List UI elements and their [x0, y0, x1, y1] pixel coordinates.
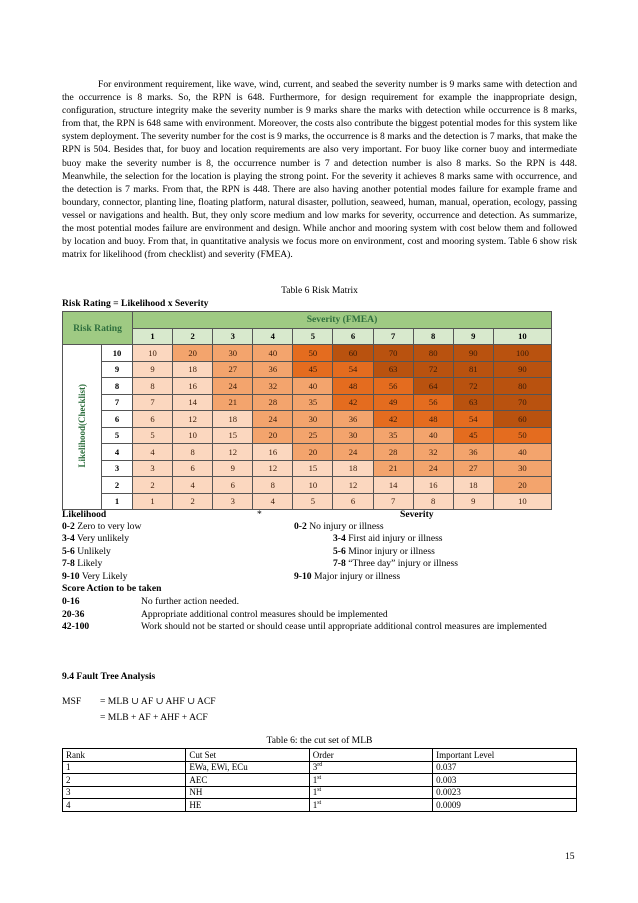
score-action-desc: Work should not be started or should cease until appropriate additional control measures are implemented	[141, 621, 547, 632]
risk-cell: 20	[253, 427, 293, 444]
likelihood-range: 9-10	[62, 570, 80, 582]
risk-cell: 6	[333, 493, 373, 510]
risk-cell: 16	[173, 378, 213, 395]
risk-cell: 72	[413, 361, 453, 378]
likelihood-row-label: 9	[102, 361, 133, 378]
likelihood-legend-item	[62, 521, 141, 533]
score-range: 0-16	[62, 596, 80, 607]
risk-cell: 80	[413, 345, 453, 362]
risk-cell: 12	[333, 477, 373, 494]
cut-set-row	[63, 786, 577, 799]
risk-cell: 2	[173, 493, 213, 510]
cut-set-header-row	[63, 749, 577, 762]
severity-column-10: 10	[493, 328, 551, 345]
cut-set-header-cell: Cut Set	[186, 749, 309, 762]
risk-cell: 10	[173, 427, 213, 444]
risk-cell: 70	[373, 345, 413, 362]
severity-range: 9-10	[294, 570, 312, 582]
risk-matrix-row	[63, 361, 552, 378]
risk-cell: 2	[133, 477, 173, 494]
risk-cell: 42	[333, 394, 373, 411]
severity-fmea-label: Severity (FMEA)	[306, 314, 378, 326]
risk-cell: 20	[173, 345, 213, 362]
cut-order	[309, 799, 432, 812]
cut-set-row	[63, 799, 577, 812]
severity-range: 7-8	[333, 558, 346, 570]
risk-cell: 9	[453, 493, 493, 510]
risk-cell: 32	[413, 444, 453, 461]
risk-cell: 5	[133, 427, 173, 444]
risk-cell: 100	[493, 345, 551, 362]
likelihood-range: 3-4	[62, 533, 75, 545]
risk-cell: 10	[493, 493, 551, 510]
risk-matrix-table	[62, 311, 552, 510]
page-number: 15	[565, 851, 575, 862]
risk-cell: 81	[453, 361, 493, 378]
likelihood-range: 5-6	[62, 545, 75, 557]
risk-matrix-row	[63, 411, 552, 428]
body-paragraph: For environment requirement, like wave, wind, current, and seabed the severity number is 9 marks same with detection and the occurrence is 8 marks. So, the RPN is 648. Furthermore, for design requirement for example the inappropriate design, configuration, structure integrity make the severity number is 9 marks share the marks with detection while occurrence is 8 marks, from that, the RPN is 648 same with environment. Moreover, the costs also contribute the biggest potential modes for this system like system deployment. The severity number for the cost is 9 marks, the occurrence is 8 marks and the detection is 7 marks, that make the RPN is 504. Besides that, for buoy and location requirements are also very important. For buoy like corner buoy and intermediate buoy make the severity number is 8, the occurrence number is 7 and detection number is also 8 marks. So the RPN is 448. Meanwhile, the selection for the location is playing the strong point. For the severity it achieves 8 marks same with occurrence, and the detection is 7 marks. From that, the RPN is 448. There are also having another potential modes failure for example frame and boundary, connector, planting line, floating platform, natural disaster, pollution, seaweed, human, manual, operation, ecology, passing vessel or navigations and health. But, they only score medium and low marks for severity, occurrence and detection. As summarize, the most potential modes failure are environment and design. While anchor and mooring system with cost below them and followed by location and buoy. From that, in quantitative analysis we focus more on environment, cost and mooring system. Table 6 show risk matrix for likelihood (from checklist) and severity (FMEA).	[62, 79, 577, 261]
risk-cell: 90	[493, 361, 551, 378]
risk-cell: 35	[373, 427, 413, 444]
cut-rank: 4	[63, 799, 186, 812]
risk-cell: 8	[253, 477, 293, 494]
likelihood-row-label: 4	[102, 444, 133, 461]
risk-cell: 63	[453, 394, 493, 411]
cut-order-number: 1	[312, 774, 318, 785]
severity-column-6: 6	[333, 328, 373, 345]
severity-legend-item	[294, 521, 384, 533]
risk-cell: 90	[453, 345, 493, 362]
likelihood-row-label: 8	[102, 378, 133, 395]
likelihood-range: 7-8	[62, 558, 75, 570]
severity-column-4: 4	[253, 328, 293, 345]
risk-rating-label: Risk Rating	[73, 322, 122, 334]
risk-cell: 4	[133, 444, 173, 461]
risk-cell: 27	[213, 361, 253, 378]
cut-rank: 1	[63, 761, 186, 774]
cut-important-level: 0.0023	[433, 786, 577, 799]
risk-matrix-body	[63, 345, 552, 510]
risk-cell: 10	[293, 477, 333, 494]
severity-header	[133, 312, 552, 329]
likelihood-axis-label: Likelihood(Checklist)	[77, 384, 87, 468]
risk-cell: 24	[333, 444, 373, 461]
risk-cell: 54	[453, 411, 493, 428]
risk-cell: 36	[333, 411, 373, 428]
risk-cell: 21	[373, 460, 413, 477]
risk-cell: 8	[173, 444, 213, 461]
risk-cell: 50	[293, 345, 333, 362]
cut-set-table	[62, 748, 577, 812]
risk-cell: 30	[213, 345, 253, 362]
cut-important-level: 0.003	[433, 774, 577, 787]
risk-cell: 30	[333, 427, 373, 444]
risk-cell: 6	[173, 460, 213, 477]
risk-matrix-caption: Table 6 Risk Matrix	[281, 285, 358, 296]
risk-cell: 60	[333, 345, 373, 362]
risk-cell: 64	[413, 378, 453, 395]
likelihood-legend-item	[62, 533, 129, 545]
risk-cell: 35	[293, 394, 333, 411]
cut-order	[309, 786, 432, 799]
risk-cell: 7	[373, 493, 413, 510]
likelihood-row-label: 10	[102, 345, 133, 362]
risk-cell: 14	[173, 394, 213, 411]
risk-matrix-row	[63, 460, 552, 477]
likelihood-range: 0-2	[62, 521, 75, 532]
cut-set-value: HE	[186, 799, 309, 812]
risk-cell: 45	[453, 427, 493, 444]
severity-column-8: 8	[413, 328, 453, 345]
msf-equation-union: = MLB ∪ AF ∪ AHF ∪ ACF	[100, 696, 216, 707]
cut-set-value: NH	[186, 786, 309, 799]
risk-cell: 15	[213, 427, 253, 444]
cut-order-suffix: rd	[317, 762, 323, 769]
cut-set-value: AEC	[186, 774, 309, 787]
risk-matrix-row	[63, 477, 552, 494]
risk-cell: 3	[133, 460, 173, 477]
risk-cell: 28	[373, 444, 413, 461]
cut-set-row	[63, 774, 577, 787]
risk-cell: 18	[173, 361, 213, 378]
score-action-title: Score Action to be taken	[62, 583, 162, 594]
cut-rank: 3	[63, 786, 186, 799]
cut-set-header-cell: Rank	[63, 749, 186, 762]
severity-column-2: 2	[173, 328, 213, 345]
cut-order-number: 3	[312, 762, 318, 773]
risk-matrix-row	[63, 378, 552, 395]
risk-cell: 50	[493, 427, 551, 444]
risk-cell: 18	[333, 460, 373, 477]
risk-cell: 36	[253, 361, 293, 378]
risk-cell: 5	[293, 493, 333, 510]
risk-cell: 9	[133, 361, 173, 378]
likelihood-legend-item	[62, 558, 102, 570]
risk-cell: 8	[133, 378, 173, 395]
risk-matrix-row	[63, 493, 552, 510]
score-range: 20-36	[62, 608, 85, 620]
cut-important-level: 0.037	[433, 761, 577, 774]
severity-column-1: 1	[133, 328, 173, 345]
severity-column-9: 9	[453, 328, 493, 345]
risk-cell: 56	[373, 378, 413, 395]
severity-range: 5-6	[333, 545, 346, 557]
risk-rating-corner	[63, 312, 133, 345]
msf-equation-sum: = MLB + AF + AHF + ACF	[100, 712, 208, 723]
severity-legend-item	[333, 546, 435, 558]
risk-cell: 21	[213, 394, 253, 411]
cut-set-header-cell: Order	[309, 749, 432, 762]
cut-set-caption: Table 6: the cut set of MLB	[266, 735, 373, 746]
severity-legend-title: Severity	[400, 509, 434, 520]
cut-order-suffix: st	[317, 799, 322, 806]
likelihood-row-label: 5	[102, 427, 133, 444]
risk-cell: 24	[213, 378, 253, 395]
risk-cell: 32	[253, 378, 293, 395]
risk-cell: 20	[293, 444, 333, 461]
risk-cell: 3	[213, 493, 253, 510]
risk-cell: 63	[373, 361, 413, 378]
risk-cell: 6	[213, 477, 253, 494]
likelihood-row-label: 3	[102, 460, 133, 477]
score-range: 42-100	[62, 621, 90, 632]
severity-column-5: 5	[293, 328, 333, 345]
likelihood-row-label: 6	[102, 411, 133, 428]
risk-cell: 27	[453, 460, 493, 477]
risk-cell: 80	[493, 378, 551, 395]
severity-column-3: 3	[213, 328, 253, 345]
likelihood-axis	[63, 345, 102, 510]
risk-cell: 4	[173, 477, 213, 494]
risk-cell: 40	[253, 345, 293, 362]
risk-cell: 18	[213, 411, 253, 428]
likelihood-legend-item	[62, 571, 127, 583]
risk-cell: 1	[133, 493, 173, 510]
score-action-desc: Appropriate additional control measures should be implemented	[141, 608, 388, 620]
section-heading-fault-tree: 9.4 Fault Tree Analysis	[62, 671, 156, 682]
risk-cell: 24	[413, 460, 453, 477]
likelihood-row-label: 7	[102, 394, 133, 411]
risk-cell: 54	[333, 361, 373, 378]
severity-column-7: 7	[373, 328, 413, 345]
risk-matrix-row	[63, 394, 552, 411]
risk-cell: 7	[133, 394, 173, 411]
severity-desc: “Three day” injury or illness	[348, 558, 458, 570]
risk-matrix-row	[63, 444, 552, 461]
severity-legend-item	[333, 533, 443, 545]
severity-desc: First aid injury or illness	[348, 533, 443, 545]
cut-order-suffix: st	[317, 787, 322, 794]
severity-column-header-row	[63, 328, 552, 345]
severity-desc: Minor injury or illness	[348, 545, 435, 557]
risk-rating-formula: Risk Rating = Likelihood x Severity	[62, 298, 209, 309]
risk-cell: 12	[173, 411, 213, 428]
severity-range: 3-4	[333, 533, 346, 545]
cut-set-header-cell: Important Level	[433, 749, 577, 762]
risk-cell: 6	[133, 411, 173, 428]
risk-matrix-row	[63, 345, 552, 362]
risk-cell: 40	[493, 444, 551, 461]
risk-cell: 40	[293, 378, 333, 395]
risk-cell: 56	[413, 394, 453, 411]
severity-legend-item	[333, 558, 458, 570]
risk-cell: 42	[373, 411, 413, 428]
risk-cell: 16	[253, 444, 293, 461]
cut-set-table-body	[63, 749, 577, 812]
cut-order-number: 1	[312, 787, 318, 798]
risk-cell: 16	[413, 477, 453, 494]
severity-desc: Major injury or illness	[314, 570, 401, 582]
cut-rank: 2	[63, 774, 186, 787]
legend-star: *	[257, 509, 262, 520]
risk-cell: 45	[293, 361, 333, 378]
severity-range: 0-2	[294, 521, 307, 532]
risk-cell: 72	[453, 378, 493, 395]
cut-set-row	[63, 761, 577, 774]
risk-cell: 30	[493, 460, 551, 477]
likelihood-desc: Unlikely	[77, 545, 111, 557]
likelihood-legend-title: Likelihood	[62, 509, 107, 520]
risk-cell: 70	[493, 394, 551, 411]
risk-cell: 40	[413, 427, 453, 444]
cut-order	[309, 774, 432, 787]
risk-cell: 20	[493, 477, 551, 494]
risk-cell: 48	[413, 411, 453, 428]
likelihood-desc: Zero to very low	[77, 521, 142, 532]
likelihood-legend-item	[62, 546, 111, 558]
risk-cell: 24	[253, 411, 293, 428]
risk-cell: 36	[453, 444, 493, 461]
risk-matrix-row	[63, 427, 552, 444]
risk-cell: 8	[413, 493, 453, 510]
cut-order-suffix: st	[317, 774, 322, 781]
risk-cell: 60	[493, 411, 551, 428]
cut-order-number: 1	[312, 799, 318, 810]
risk-cell: 18	[453, 477, 493, 494]
likelihood-desc: Very unlikely	[77, 533, 129, 545]
severity-legend-item	[294, 571, 400, 583]
risk-cell: 28	[253, 394, 293, 411]
likelihood-desc: Very Likely	[81, 570, 128, 582]
risk-cell: 12	[213, 444, 253, 461]
msf-label: MSF	[62, 696, 82, 707]
risk-cell: 14	[373, 477, 413, 494]
risk-cell: 30	[293, 411, 333, 428]
risk-cell: 9	[213, 460, 253, 477]
score-action-desc: No further action needed.	[141, 596, 240, 607]
cut-important-level: 0.0009	[433, 799, 577, 812]
risk-cell: 25	[293, 427, 333, 444]
cut-set-value: EWa, EWi, ECu	[186, 761, 309, 774]
risk-cell: 49	[373, 394, 413, 411]
severity-desc: No injury or illness	[309, 521, 384, 532]
cut-order	[309, 761, 432, 774]
risk-cell: 4	[253, 493, 293, 510]
risk-cell: 10	[133, 345, 173, 362]
likelihood-row-label: 2	[102, 477, 133, 494]
risk-cell: 15	[293, 460, 333, 477]
likelihood-desc: Likely	[77, 558, 103, 570]
likelihood-row-label: 1	[102, 493, 133, 510]
risk-cell: 12	[253, 460, 293, 477]
risk-cell: 48	[333, 378, 373, 395]
